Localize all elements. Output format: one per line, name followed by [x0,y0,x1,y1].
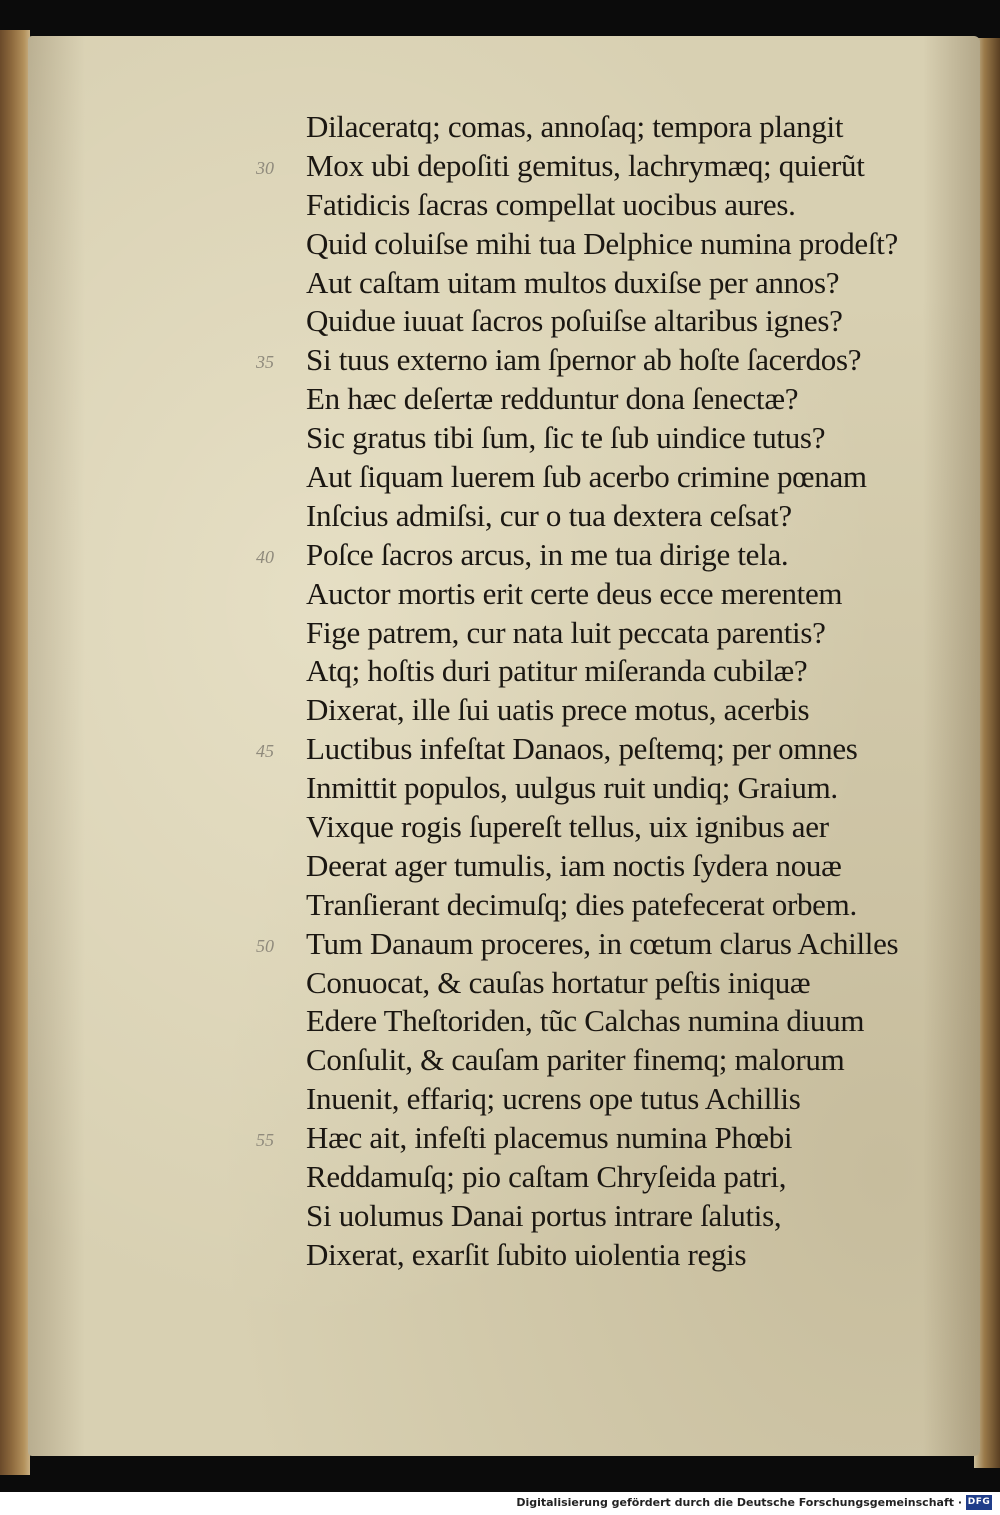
verse-line: Vixque rogis ſupereſt tellus, uix ignibus aer [306,809,829,845]
verse-line: Deerat ager tumulis, iam noctis ſydera nouæ [306,847,842,883]
verse-line: Hæc ait, infeſti placemus numina Phœbi [306,1120,793,1156]
footer-credit: Digitalisierung gefördert durch die Deutsche Forschungsgemeinschaft · [516,1496,962,1509]
verse-line: Poſce ſacros arcus, in me tua dirige tela. [306,536,789,572]
verse-line: Inuenit, effariq; ucrens ope tutus Achillis [306,1081,801,1117]
verse-line: Edere Theſtoriden, tũc Calchas numina diuum [306,1003,865,1039]
dfg-logo-icon: DFG [966,1495,992,1510]
line-number: 40 [256,546,274,567]
verse-line: Aut caſtam uitam multos duxiſse per annos? [306,264,840,300]
verse-line: Dilaceratq; comas, annoſaq; tempora plangit [306,109,844,144]
verse-line: Quid coluiſse mihi tua Delphice numina prodeſt? [306,225,898,261]
verse-line: Si uolumus Danai portus intrare ſalutis, [306,1197,782,1233]
book-spine-edge [0,30,30,1475]
line-number: 50 [256,935,274,956]
verse-line: Dixerat, ille ſui uatis prece motus, acerbis [306,692,810,728]
line-number: 30 [256,157,274,178]
verse-line: Luctibus infeſtat Danaos, peſtemq; per omnes [306,731,858,767]
verse-line: Conuocat, & cauſas hortatur peſtis iniquæ [306,964,811,1000]
line-number: 35 [256,352,274,373]
verse-line: Sic gratus tibi ſum, ſic te ſub uindice tutus? [306,420,826,456]
verse-line: Aut ſiquam luerem ſub acerbo crimine pœnam [306,459,867,495]
verse-line: Mox ubi depoſiti gemitus, lachrymæq; quierũt [306,147,865,183]
verse-line: Si tuus externo iam ſpernor ab hoſte ſacerdos? [306,342,862,378]
verse-line: Fige patrem, cur nata luit peccata parentis? [306,614,826,650]
line-number: 55 [256,1130,274,1151]
verse-line: Tranſierant decimuſq; dies patefecerat orbem. [306,886,857,922]
verse-text-block [306,108,956,1275]
verse-line: Reddamuſq; pio caſtam Chryſeida patri, [306,1159,787,1195]
verse-line: Tum Danaum proceres, in cœtum clarus Achilles [306,925,899,961]
line-number: 45 [256,741,274,762]
verse-line: Inmittit populos, uulgus ruit undiq; Graium. [306,770,838,806]
verse-line: Fatidicis ſacras compellat uocibus aures. [306,186,796,222]
verse-line: Atq; hoſtis duri patitur miſeranda cubilæ? [306,653,808,689]
verse-line: Conſulit, & cauſam pariter finemq; malorum [306,1042,845,1078]
footer-bar [0,1492,1000,1515]
verse-line: Dixerat, exarſit ſubito uiolentia regis [306,1236,747,1272]
verse-line: En hæc deſertæ redduntur dona ſenectæ? [306,381,799,417]
verse-line: Quidue iuuat ſacros poſuiſse altaribus ignes? [306,303,843,339]
verse-line: Auctor mortis erit certe deus ecce merentem [306,575,843,611]
verse-line: Inſcius admiſsi, cur o tua dextera ceſsat? [306,497,792,533]
